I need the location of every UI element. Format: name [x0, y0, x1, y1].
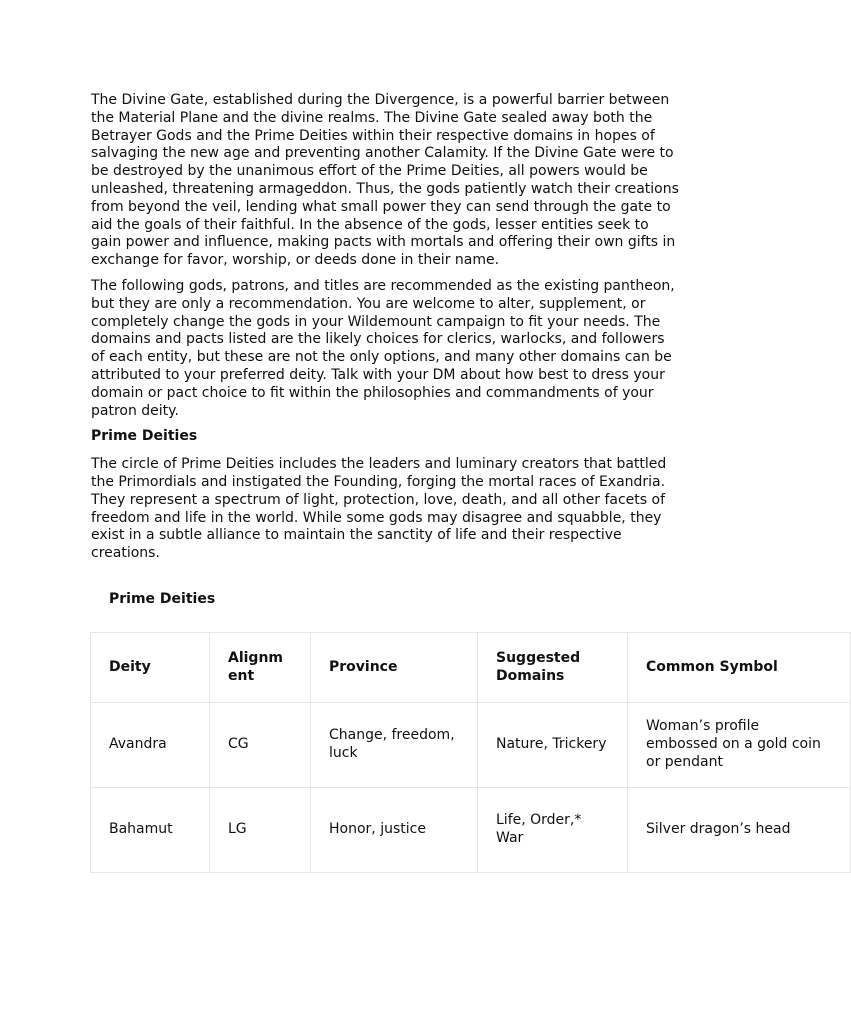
prime-deities-table	[90, 632, 851, 873]
cell-domains: Nature, Trickery	[478, 703, 628, 788]
cell-deity: Bahamut	[91, 788, 210, 873]
cell-province: Change, freedom, luck	[311, 703, 478, 788]
article-body	[91, 92, 681, 571]
header-province: Province	[311, 633, 478, 703]
table-title: Prime Deities	[109, 591, 216, 607]
cell-symbol: Silver dragon’s head	[628, 788, 851, 873]
cell-domains: Life, Order,* War	[478, 788, 628, 873]
cell-alignment: CG	[210, 703, 311, 788]
header-suggested-domains: Suggested Domains	[478, 633, 628, 703]
section-heading-prime-deities: Prime Deities	[91, 428, 198, 445]
table-row	[91, 703, 851, 788]
cell-province: Honor, justice	[311, 788, 478, 873]
header-deity: Deity	[91, 633, 210, 703]
header-alignment: Alignment	[210, 633, 311, 703]
intro-paragraph-pantheon: The following gods, patrons, and titles are recommended as the existing pantheon, but they are only a recommendation. You are welcome to alter, supplement, or completely change the gods in your Wildemount campaign to fit your needs. The domains and pacts listed are the likely choices for clerics, warlocks, and followers of each entity, but these are not the only options, and many other domains can be attributed to your preferred deity. Talk with your DM about how best to dress your domain or pact choice to fit within the philosophies and commandments of your patron deity.	[91, 277, 675, 419]
cell-alignment: LG	[210, 788, 311, 873]
cell-symbol: Woman’s profile embossed on a gold coin or pendant	[628, 703, 851, 788]
table-row	[91, 788, 851, 873]
intro-paragraph-divine-gate: The Divine Gate, established during the Divergence, is a powerful barrier between the Material Plane and the divine realms. The Divine Gate sealed away both the Betrayer Gods and the Prime Deities within their respective domains in hopes of salvaging the new age and preventing another Calamity. If the Divine Gate were to be destroyed by the unanimous effort of the Prime Deities, all powers would be unleashed, threatening armageddon. Thus, the gods patiently watch their creations from beyond the veil, lending what small power they can send through the gate to aid the goals of their faithful. In the absence of the gods, lesser entities seek to gain power and influence, making pacts with mortals and offering their own gifts in exchange for favor, worship, or deeds done in their name.	[91, 92, 679, 269]
header-common-symbol: Common Symbol	[628, 633, 851, 703]
table-header-row	[91, 633, 851, 703]
cell-deity: Avandra	[91, 703, 210, 788]
prime-deities-paragraph: The circle of Prime Deities includes the leaders and luminary creators that battled the Primordials and instigated the Founding, forging the mortal races of Exandria. They represent a spectrum of light, protection, love, death, and all other facets of freedom and life in the world. While some gods may disagree and squabble, they exist in a subtle alliance to maintain the sanctity of life and their respective creations.	[91, 456, 667, 562]
prime-deities-table-container	[90, 632, 821, 873]
